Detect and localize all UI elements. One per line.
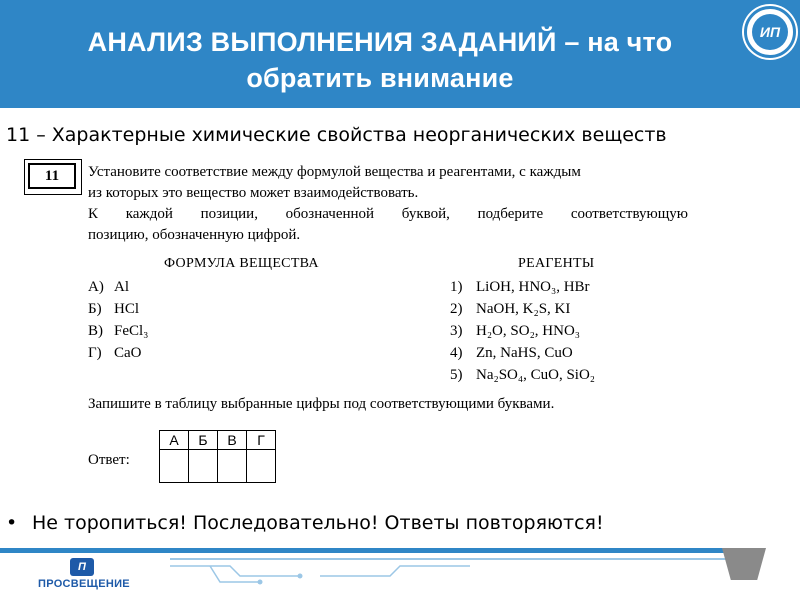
answer-column-header: Б (189, 431, 218, 450)
answer-table (159, 430, 276, 483)
circuit-decoration-icon (170, 560, 710, 590)
answer-cell (247, 450, 276, 483)
formula-column-header: ФОРМУЛА ВЕЩЕСТВА (164, 256, 319, 271)
reagent-column-header: РЕАГЕНТЫ (518, 256, 595, 271)
task-number-box (28, 163, 76, 189)
formula-list (88, 276, 148, 364)
slide-subtitle: 11 – Характерные химические свойства неорганических веществ (6, 124, 667, 146)
answer-cell (218, 450, 247, 483)
formula-item: Б) HCl (88, 301, 140, 317)
answer-instruction: Запишите в таблицу выбранные цифры под соответствующими буквами. (88, 396, 555, 412)
formula-item: Г) CaO (88, 345, 142, 361)
task-text-line: позицию, обозначенную цифрой. (88, 227, 301, 243)
answer-cell (160, 450, 189, 483)
reagent-list (450, 276, 595, 386)
answer-cell (189, 450, 218, 483)
slide-title: АНАЛИЗ ВЫПОЛНЕНИЯ ЗАДАНИЙ – на что обратить внимание (87, 27, 673, 93)
advice-text: Не торопиться! Последовательно! Ответы повторяются! (32, 512, 604, 534)
formula-item: А) Al (88, 279, 129, 295)
brand-name: ПРОСВЕЩЕНИЕ (38, 578, 130, 590)
answer-label: Ответ: (88, 452, 130, 468)
task-block (28, 160, 708, 490)
reagent-item: 3) H₂O, SO₂, HNO₃ (450, 323, 581, 339)
task-statement (88, 162, 688, 246)
advice-bullet (6, 512, 604, 534)
reagent-item: 5) Na₂SO₄, CuO, SiO₂ (450, 367, 596, 383)
header-banner (0, 0, 800, 108)
answer-column-header: В (218, 431, 247, 450)
reagent-item: 2) NaOH, K₂S, KI (450, 301, 571, 317)
footer (0, 548, 800, 600)
answer-column-header: Г (247, 431, 276, 450)
logo-emblem (744, 6, 796, 58)
task-text-line: из которых это вещество может взаимодействовать. (88, 185, 419, 201)
task-text-line: Установите соответствие между формулой вещества и реагентами, с каждым (88, 164, 581, 180)
brand-logo-icon: П (70, 558, 94, 576)
footer-divider (0, 548, 730, 553)
logo-icon: ИП (752, 14, 788, 50)
corner-decoration-icon (722, 548, 766, 580)
reagent-item: 4) Zn, NaHS, CuO (450, 345, 573, 361)
bullet-icon: • (6, 512, 18, 534)
answer-column-header: А (160, 431, 189, 450)
task-text-line: К каждой позиции, обозначенной буквой, подберите соответствующую (88, 206, 688, 222)
formula-item: В) FeCl₃ (88, 323, 149, 339)
reagent-item: 1) LiOH, HNO₃, HBr (450, 279, 590, 295)
task-number: 11 (44, 168, 60, 184)
